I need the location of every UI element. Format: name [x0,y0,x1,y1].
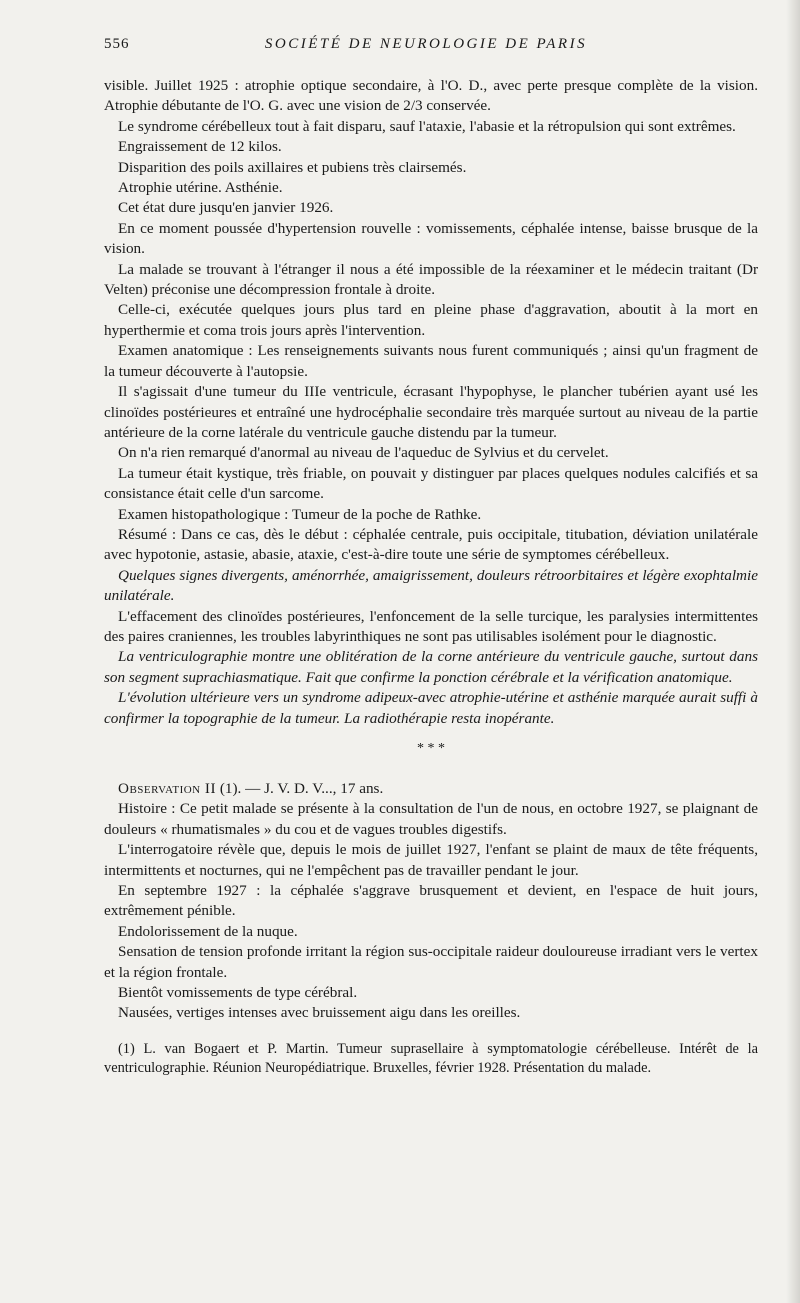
italic-paragraph: La ventriculographie montre une oblitération de la corne antérieure du ventricule gauche, surtout dans son segment suprachiasmatique. Fait que confirme la ponction cérébrale et la vérification anatomique. [104,648,758,686]
paragraph: Bientôt vomissements de type cérébral. [118,984,358,1002]
paragraph: Histoire : Ce petit malade se présente à la consultation de l'un de nous, en octobre 1927, se plaignant de douleurs « rhumatismales » du cou et de vagues troubles digestifs. [104,800,758,838]
paragraph: On n'a rien remarqué d'anormal au niveau de l'aqueduc de Sylvius et du cervelet. [118,444,609,462]
footnote [104,1040,758,1078]
main-text [104,76,758,1078]
section-separator: * * * [417,741,445,756]
paragraph: En septembre 1927 : la céphalée s'aggrave brusquement et devient, en l'espace de huit jours, extrêmement pénible. [104,882,758,920]
paragraph: Examen anatomique : Les renseignements suivants nous furent communiqués ; ainsi qu'un fragment de la tumeur découverte à l'autopsie. [104,342,758,380]
paragraph: Cet état dure jusqu'en janvier 1926. [118,199,334,217]
paragraph: La malade se trouvant à l'étranger il nous a été impossible de la réexaminer et le médecin traitant (Dr Velten) préconise une décompression frontale à droite. [104,260,758,299]
observation-patient: — J. V. D. V..., 17 ans. [245,780,384,797]
paragraph: Sensation de tension profonde irritant la région sus-occipitale raideur douloureuse irradiant vers le vertex et la région frontale. [104,943,758,981]
paragraph: L'effacement des clinoïdes postérieures, l'enfoncement de la selle turcique, les paralysies intermittentes des paires craniennes, les troubles labyrinthiques ne sont pas utilisables isolément pour le diagnostic. [104,607,758,645]
paragraph: Engraissement de 12 kilos. [118,138,282,156]
running-title: SOCIÉTÉ DE NEUROLOGIE DE PARIS [264,36,588,52]
paragraph: Endolorissement de la nuque. [118,922,298,940]
paragraph: Il s'agissait d'une tumeur du IIIe ventricule, écrasant l'hypophyse, le plancher tubérien ayant usé les clinoïdes postérieures et entraîné une hydrocéphalie secondaire très marquée surtout au niveau de la partie antérieure de la corne latérale du ventricule gauche distendu par la tumeur. [104,383,758,441]
italic-paragraph: L'évolution ultérieure vers un syndrome adipeux-avec atrophie-utérine et asthénie marquée aurait suffi à confirmer la topographie de la tumeur. La radiothérapie resta inopérante. [104,689,758,727]
page-number: 556 [104,36,130,52]
paragraph: La tumeur était kystique, très friable, on pouvait y distinguer par places quelques nodules calcifiés et sa consistance était celle d'un sarcome. [104,464,758,503]
paragraph: L'interrogatoire révèle que, depuis le mois de juillet 1927, l'enfant se plaint de maux de tête fréquents, intermittents et nocturnes, qui ne l'empêchent pas de travailler pendant le jour. [104,841,758,879]
paragraph: En ce moment poussée d'hypertension rouvelle : vomissements, céphalée intense, baisse brusque de la vision. [104,219,758,258]
observation-title: Observation II [118,780,217,797]
paragraph: Atrophie utérine. Asthénie. [118,179,283,197]
summary-paragraph: Résumé : Dans ce cas, dès le début : céphalée centrale, puis occipitale, titubation, déviation unilatérale avec hypotonie, astasie, abasie, ataxie, c'est-à-dire toute une série de symptomes cérébelleux. [104,525,758,564]
paragraph: Le syndrome cérébelleux tout à fait disparu, sauf l'ataxie, l'abasie et la rétropulsion qui sont extrêmes. [118,117,736,135]
paragraph: Examen histopathologique : Tumeur de la poche de Rathke. [118,505,482,523]
paragraph: Disparition des poils axillaires et pubiens très clairsemés. [118,158,467,176]
footnote-gap [104,1024,758,1032]
paragraph: Nausées, vertiges intenses avec bruissement aigu dans les oreilles. [118,1004,521,1022]
italic-paragraph: Quelques signes divergents, aménorrhée, amaigrissement, douleurs rétroorbitaires et légère exophtalmie unilatérale. [104,566,758,605]
observation-note-ref: (1). [219,780,242,797]
footnote-text: (1) L. van Bogaert et P. Martin. Tumeur suprasellaire à symptomatologie cérébelleuse. Intérêt de la ventriculographie. Réunion Neuropédiatrique. Bruxelles, février 1928. Présentation du malade. [104,1040,758,1076]
page-edge-shadow [786,0,800,1303]
paragraph: Celle-ci, exécutée quelques jours plus tard en pleine phase d'aggravation, aboutit à la mort en hyperthermie et coma trois jours après l'intervention. [104,301,758,339]
paragraph: visible. Juillet 1925 : atrophie optique secondaire, à l'O. D., avec perte presque complète de la vision. Atrophie débutante de l'O. G. avec une vision de 2/3 conservée. [104,77,758,115]
observation-heading [104,779,758,799]
page-header [104,36,758,76]
